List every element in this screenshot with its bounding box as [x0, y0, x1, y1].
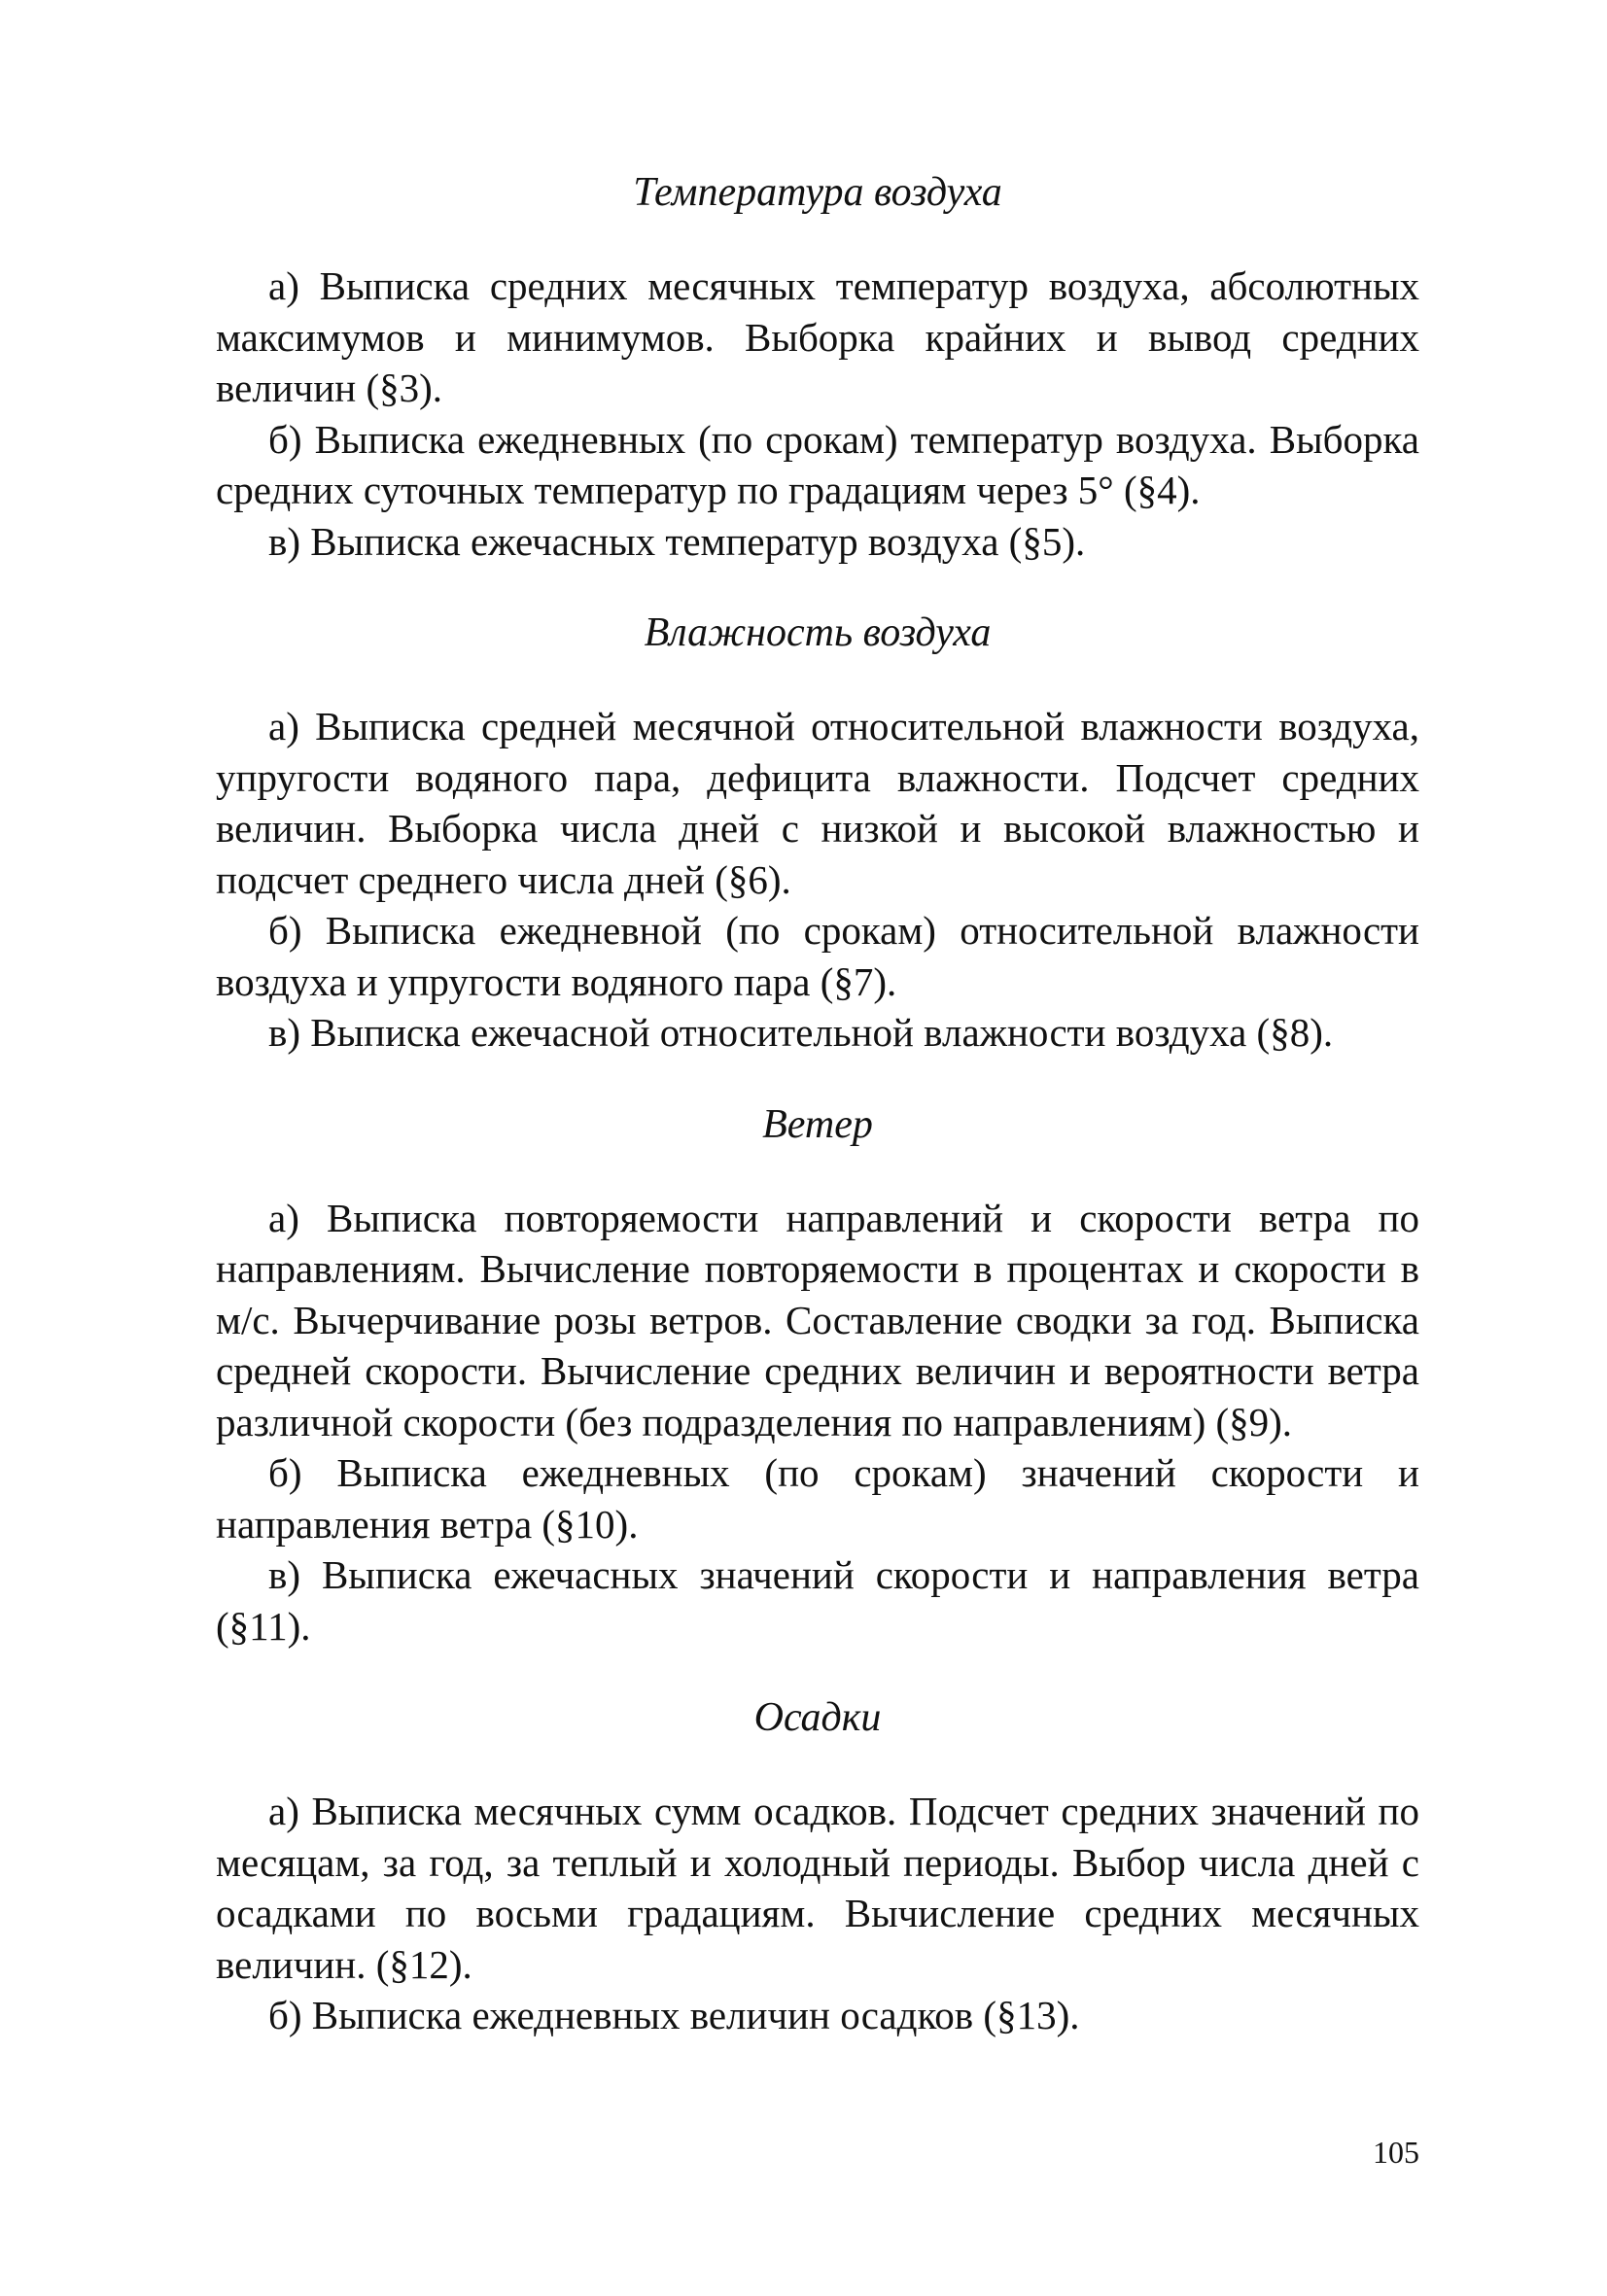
section-title: Температура воздуха [633, 170, 1002, 215]
paragraph: б) Выписка ежедневной (по срокам) относительной влажности воздуха и упругости водяного пара (§7). [216, 908, 1419, 1004]
section-air-humidity [216, 606, 1419, 1059]
paragraph: б) Выписка ежедневных (по срокам) значений скорости и направления ветра (§10). [216, 1450, 1419, 1547]
paragraph: б) Выписка ежедневных величин осадков (§13). [268, 1993, 1080, 2037]
paragraph: а) Выписка средних месячных температур воздуха, абсолютных максимумов и минимумов. Выборка крайних и вывод средних величин (§3). [216, 263, 1419, 410]
page-body [216, 165, 1419, 2041]
page-number: 105 [1373, 2135, 1419, 2170]
paragraph: в) Выписка ежечасных температур воздуха (§5). [268, 518, 1086, 564]
paragraph: б) Выписка ежедневных (по срокам) температур воздуха. Выборка средних суточных температур по градациям через 5° (§4). [216, 416, 1419, 512]
paragraph: а) Выписка месячных сумм осадков. Подсчет средних значений по месяцам, за год, за теплый и холодный периоды. Выбор числа дней с осадками по восьми градациям. Вычисление средних месячных величин. (§12). [216, 1789, 1419, 1987]
section-title: Ветер [762, 1101, 873, 1147]
paragraph: в) Выписка ежечасных значений скорости и направления ветра (§11). [216, 1552, 1419, 1649]
paragraph: а) Выписка средней месячной относительной влажности воздуха, упругости водяного пара, дефицита влажности. Подсчет средних величин. Выборка числа дней с низкой и высокой влажностью и подсчет среднего числа дней (§6). [216, 704, 1419, 902]
paragraph: а) Выписка повторяемости направлений и скорости ветра по направлениям. Вычисление повторяемости в процентах и скорости в м/с. Вычерчивание розы ветров. Составление сводки за год. Выписка средней скорости. Вычисление средних величин и вероятности ветра различной скорости (без подразделения по направлениям) (§9). [216, 1195, 1419, 1444]
section-air-temperature [216, 165, 1419, 567]
paragraph: в) Выписка ежечасной относительной влажности воздуха (§8). [268, 1010, 1334, 1055]
section-wind [216, 1097, 1419, 1652]
section-title: Влажность воздуха [644, 610, 992, 655]
section-title: Осадки [753, 1695, 882, 1740]
section-precipitation [216, 1690, 1419, 2041]
